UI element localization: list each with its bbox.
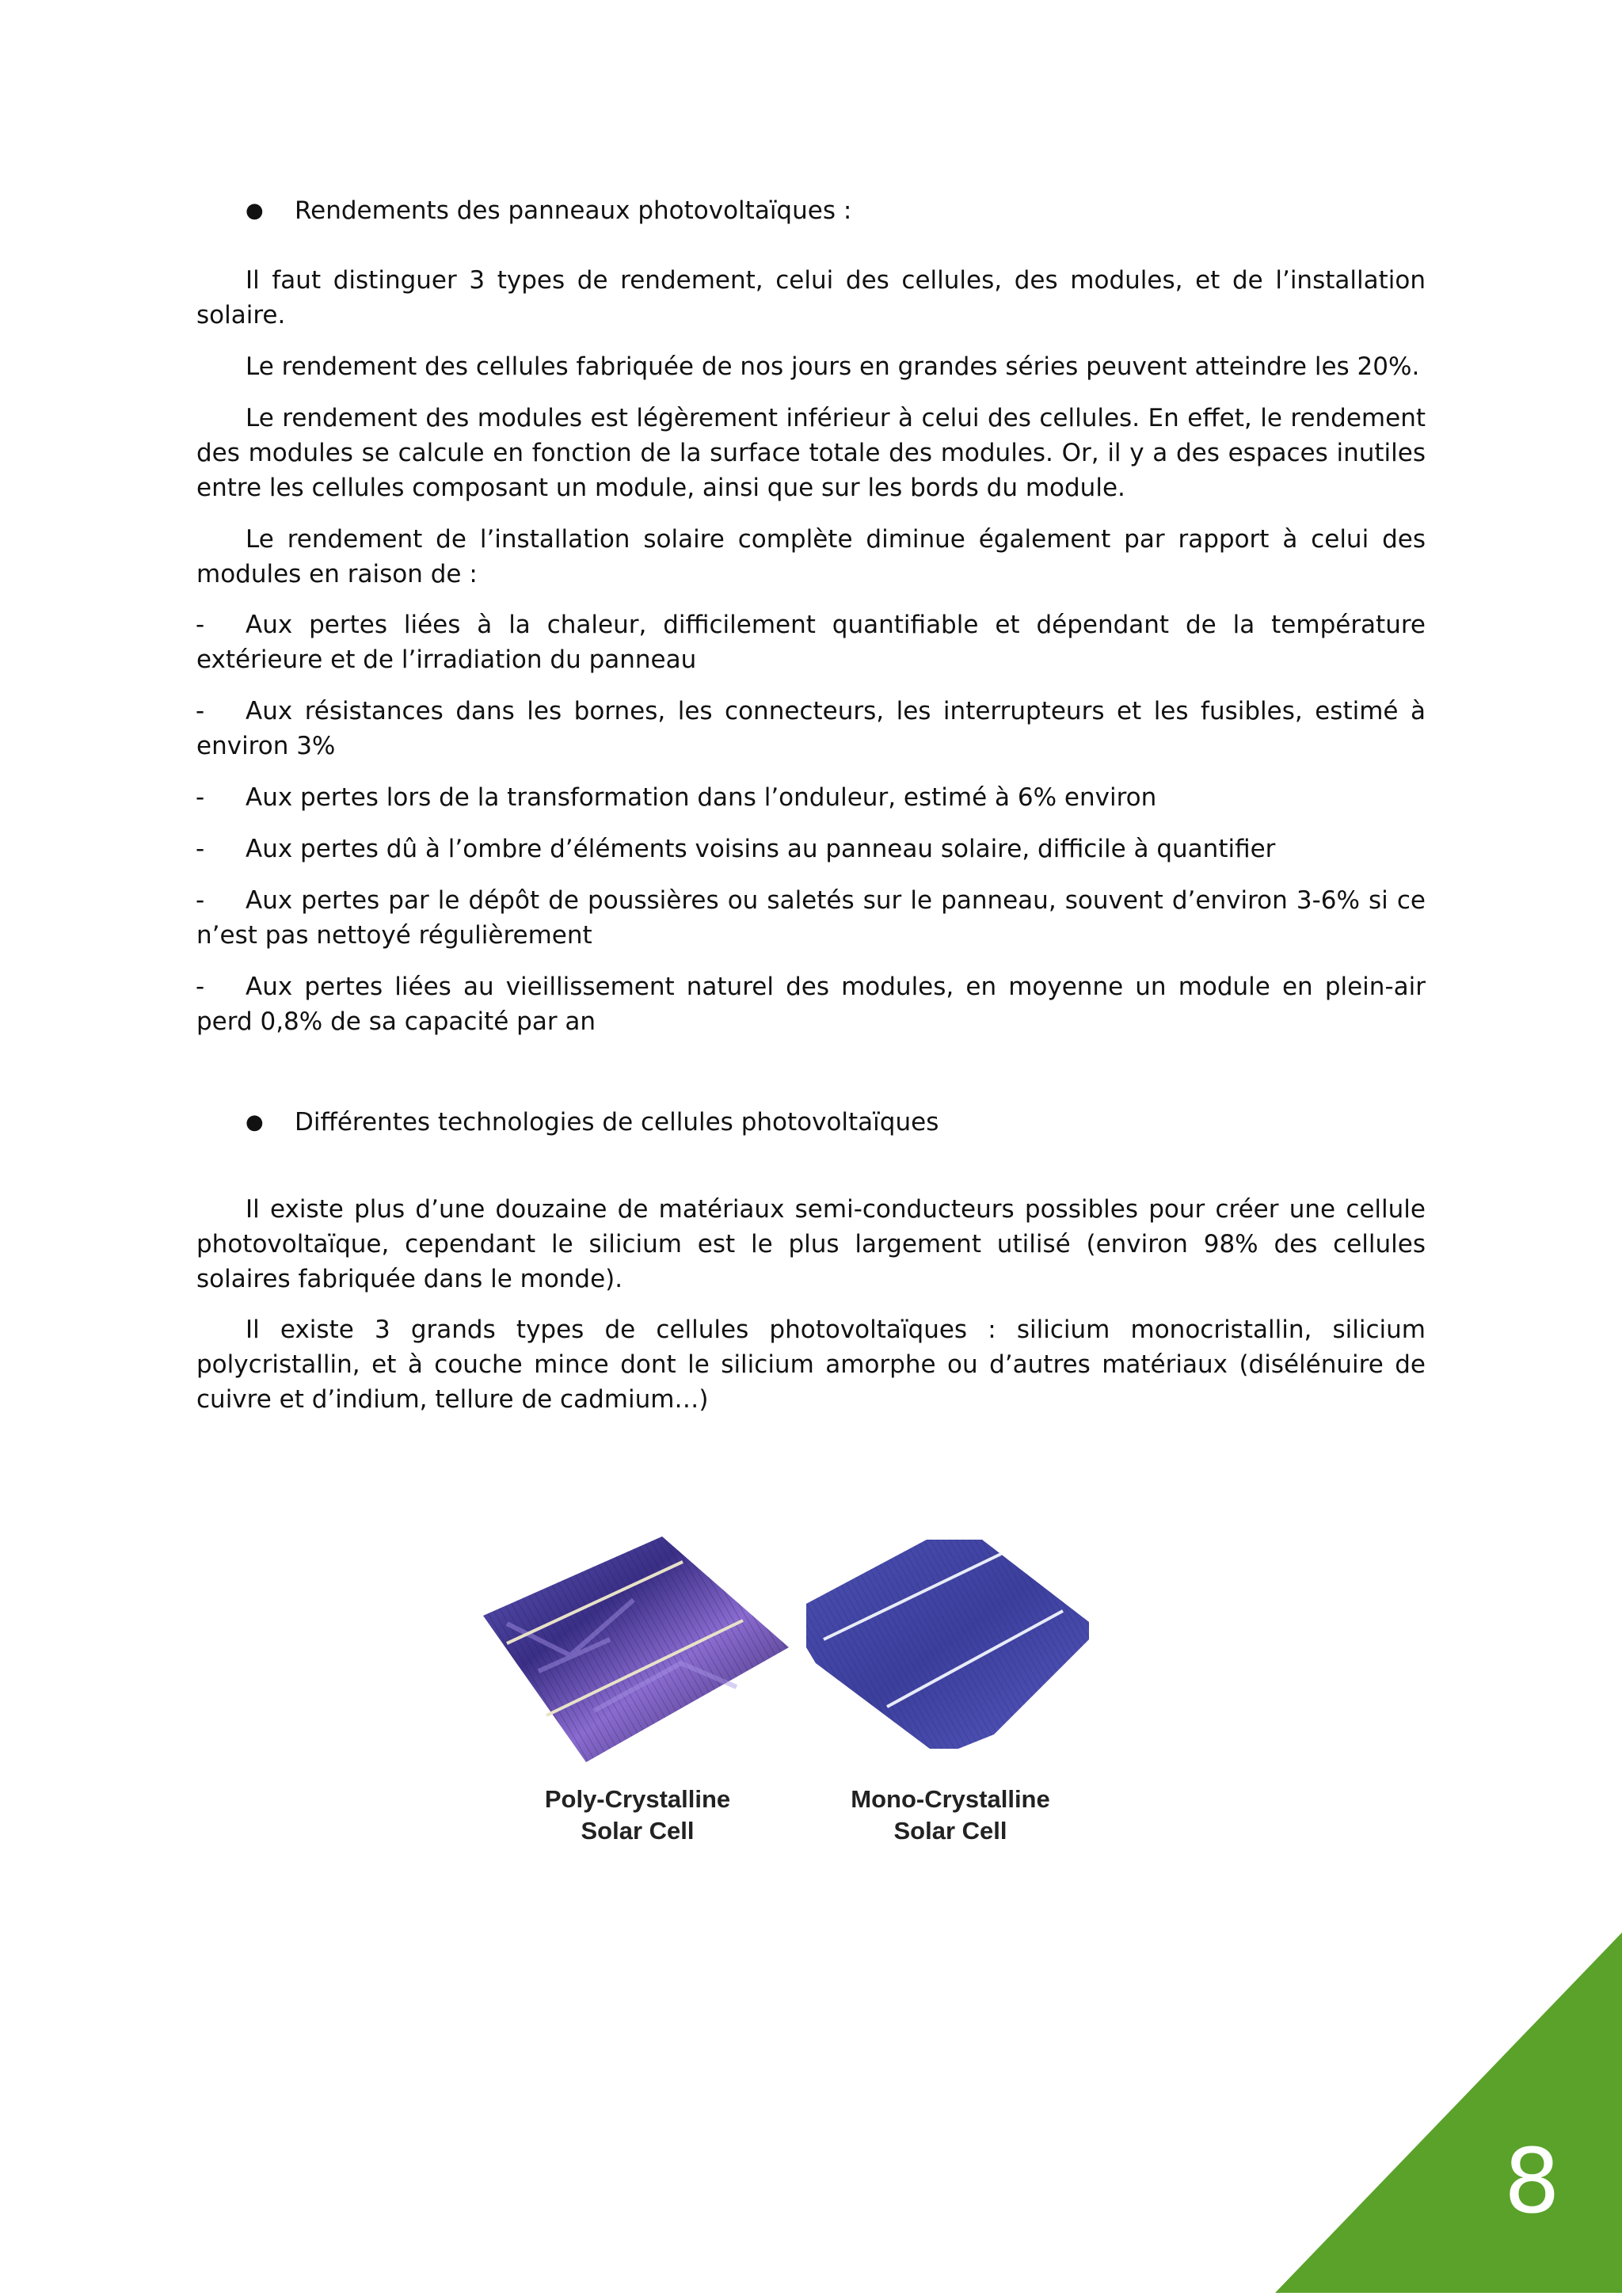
bullet-icon: ● [246, 1110, 264, 1134]
caption-line: Solar Cell [581, 1817, 695, 1845]
mono-crystalline-cell [806, 1540, 1089, 1749]
loss-item-text: Aux résistances dans les bornes, les connecteurs, les interrupteurs et les fusibles, estimé à environ 3% [196, 697, 1426, 760]
loss-item-text: Aux pertes dû à l’ombre d’éléments voisins au panneau solaire, difficile à quantifier [246, 835, 1276, 863]
loss-item-text: Aux pertes liées à la chaleur, difficilement quantifiable et dépendant de la température extérieure et de l’irradiation du panneau [196, 611, 1426, 674]
solar-cells-figure [475, 1529, 1109, 1861]
mono-crystalline-caption [808, 1784, 1093, 1847]
caption-line: Mono-Crystalline [851, 1785, 1050, 1813]
dash-marker: - [196, 783, 205, 812]
dash-marker: - [196, 697, 205, 725]
paragraph-rendement-modules: Le rendement des modules est légèrement inférieur à celui des cellules. En effet, le rendement des modules se calcule en fonction de la surface totale des modules. Or, il y a des espaces inutiles entre les cellules composant un module, ainsi que sur les bords du module. [196, 404, 1426, 502]
loss-item-text: Aux pertes lors de la transformation dans l’onduleur, estimé à 6% environ [246, 783, 1157, 812]
loss-item-chaleur [196, 607, 1426, 677]
loss-item-poussieres [196, 883, 1426, 953]
bullet-icon: ● [246, 199, 264, 223]
dash-marker: - [196, 886, 205, 915]
paragraph-types-cellules: Il existe 3 grands types de cellules photovoltaïques : silicium monocristallin, silicium polycristallin, et à couche mince dont le silicium amorphe ou d’autres matériaux (disélénuire de cuivre et d’indium, tellure de cadmium…) [196, 1316, 1426, 1414]
loss-item-ombre [196, 832, 1426, 866]
poly-crystalline-cell [483, 1536, 789, 1762]
paragraph-rendement-installation: Le rendement de l’installation solaire complète diminue également par rapport à celui des modules en raison de : [196, 525, 1426, 588]
paragraph-materiaux: Il existe plus d’une douzaine de matériaux semi-conducteurs possibles pour créer une cellule photovoltaïque, cependant le silicium est le plus largement utilisé (environ 98% des cellules solaires fabriquée dans le monde). [196, 1195, 1426, 1293]
paragraph-rendement-cellules: Le rendement des cellules fabriquée de nos jours en grandes séries peuvent atteindre les 20%. [246, 352, 1420, 381]
caption-line: Poly-Crystalline [544, 1785, 731, 1813]
caption-line: Solar Cell [893, 1817, 1007, 1845]
page-number: 8 [1503, 2130, 1560, 2233]
loss-item-vieillissement [196, 969, 1426, 1039]
dash-marker: - [196, 973, 205, 1001]
loss-item-onduleur [196, 780, 1426, 815]
page-corner-decoration [1275, 1932, 1622, 2293]
loss-item-resistances [196, 694, 1426, 763]
solar-cells-illustration [475, 1529, 1109, 1766]
loss-item-text: Aux pertes liées au vieillissement naturel des modules, en moyenne un module en plein-air perd 0,8% de sa capacité par an [196, 973, 1426, 1036]
corner-triangle [1275, 1932, 1622, 2293]
document-page: ● Rendements des panneaux photovoltaïques : Il faut distinguer 3 types de rendement, celui des cellules, des modules, et de l’installation solaire. Le rendement des cellules fabriquée de nos jours en grandes séries peuvent atteindre les 20%. Le rendement des modules est légèrement inférieur à celui des cellules. En effet, le rendement des modules se calcule en fonction de la surface totale des modules. Or, il y a des espaces inutiles entre les cellules composant un module, ainsi que sur les bords du module. Le rendement de l’installation solaire complète diminue également par rapport à celui des modules en raison de : - Aux pertes liées à la chaleur, difficilement quantifiable et dépendant de la température extérieure et de l’irradiation du panneau - Aux résistances dans les bornes, les connecteurs, les interrupteurs et les fusibles, estimé à environ 3% - Aux pertes lors de la transformation dans l’onduleur, estimé à 6% environ - Aux pertes dû à l’ombre d’éléments voisins au panneau solaire, difficile à quantifier - Aux pertes par le dépôt de poussières ou saletés sur le panneau, souvent d’environ 3-6% si ce n’est pas nettoyé régulièrement - Aux pertes liées au vieillissement naturel des modules, en moyenne un module en plein-air perd 0,8% de sa capacité par an ● Différentes technologies de cellules photovoltaïques Il existe plus d’une douzaine de matériaux semi-conducteurs possibles pour créer une cellule photovoltaïque, cependant le silicium est le plus largement utilisé (environ 98% des cellules solaires fabriquée dans le monde). Il existe 3 grands types de cellules photovoltaïques : silicium monocristallin, silicium polycristallin, et à couche mince dont le silicium amorphe ou d’autres matériaux (disélénuire de cuivre et d’indium, tellure de cadmium…) Poly-Crystalline Solar Cell Mono-Crystalline Solar Cell 8 [0, 0, 1622, 2293]
dash-marker: - [196, 835, 205, 863]
loss-item-text: Aux pertes par le dépôt de poussières ou saletés sur le panneau, souvent d’environ 3-6% si ce n’est pas nettoyé régulièrement [196, 886, 1426, 950]
paragraph-types-rendement: Il faut distinguer 3 types de rendement, celui des cellules, des modules, et de l’installation solaire. [196, 266, 1426, 329]
dash-marker: - [196, 611, 205, 639]
poly-crystalline-caption [495, 1784, 780, 1847]
